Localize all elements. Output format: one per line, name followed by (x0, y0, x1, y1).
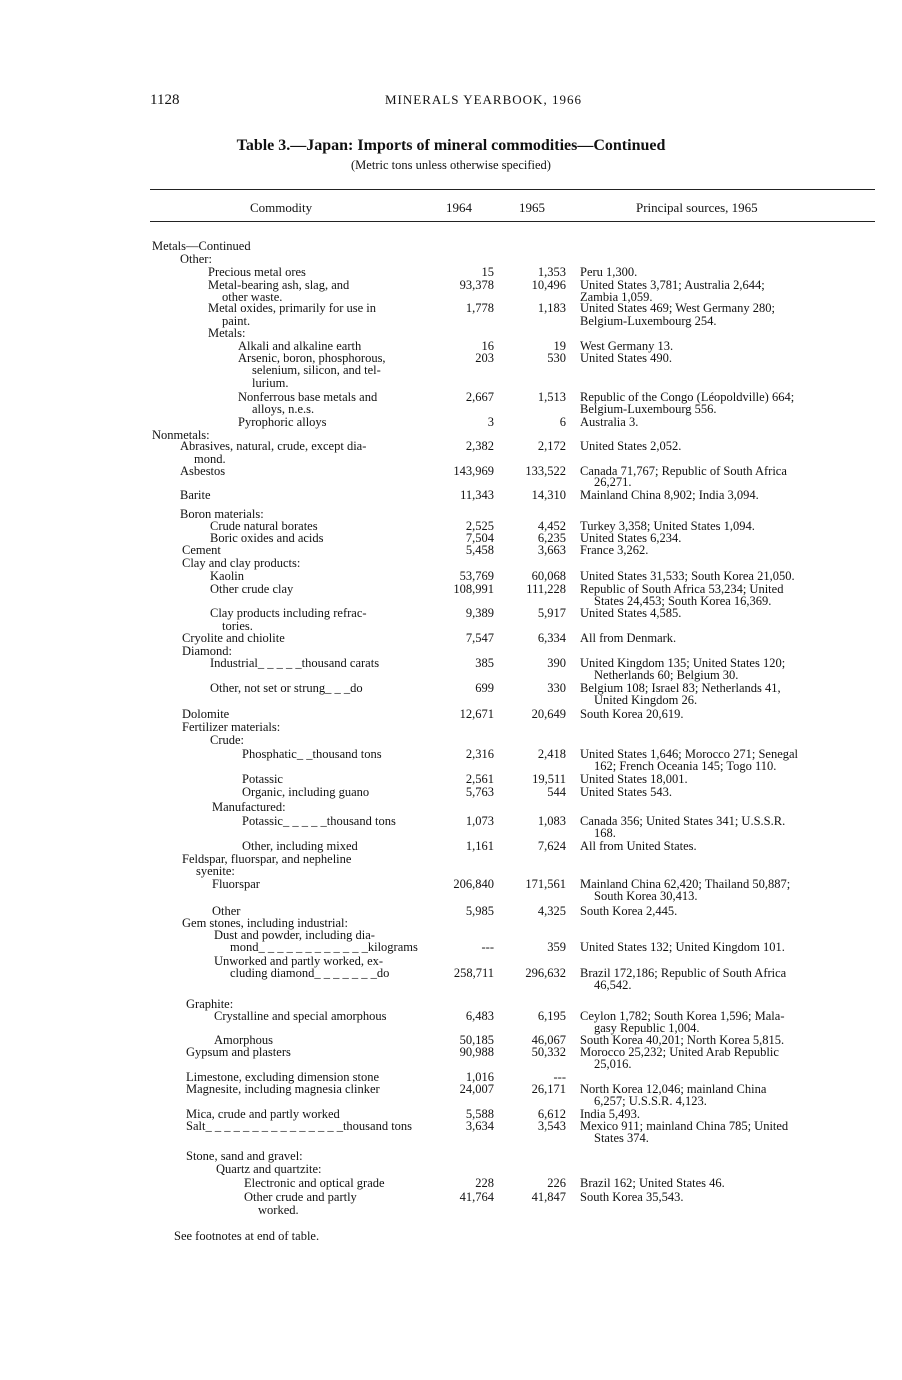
commodity-cell: Other: (180, 253, 212, 266)
value-1965-cell: 390 (547, 656, 566, 670)
sources-cell: Brazil 162; United States 46. (580, 1176, 725, 1190)
value-1964-cell: 258,711 (453, 966, 494, 980)
table-row (0, 1058, 902, 1071)
value-1965-cell: 7,624 (537, 839, 566, 853)
sources-cell: United Kingdom 26. (594, 693, 698, 707)
table-row (0, 890, 902, 903)
commodity-cell: Quartz and quartzite: (216, 1163, 322, 1176)
commodity-cell: mond. (194, 453, 226, 466)
commodity-cell: Electronic and optical grade (244, 1177, 385, 1190)
sources-cell: South Korea 2,445. (580, 904, 678, 918)
sources-cell: Australia 3. (580, 415, 639, 429)
value-1965-cell: 10,496 (531, 278, 566, 292)
table-row (0, 253, 902, 266)
table-row (0, 786, 902, 799)
commodity-cell: Other crude and partly (244, 1191, 357, 1204)
sources-cell: United States 543. (580, 785, 673, 799)
value-1965-cell: 6 (559, 415, 566, 429)
commodity-cell: Cryolite and chiolite (182, 632, 285, 645)
table-row (0, 302, 902, 315)
sources-cell: Turkey 3,358; United States 1,094. (580, 519, 755, 533)
value-1964-cell: 93,378 (459, 278, 494, 292)
value-1964-cell: 2,382 (465, 439, 494, 453)
value-1965-cell: 226 (547, 1176, 566, 1190)
value-1965-cell: 41,847 (531, 1190, 566, 1204)
sources-cell: All from Denmark. (580, 631, 677, 645)
value-1965-cell: 19 (553, 339, 566, 353)
value-1964-cell: 12,671 (459, 707, 494, 721)
value-1964-cell: 1,073 (465, 814, 494, 828)
value-1965-cell: 3,543 (537, 1119, 566, 1133)
table-row (0, 364, 902, 377)
value-1965-cell: 359 (547, 940, 566, 954)
value-1964-cell: 2,316 (465, 747, 494, 761)
value-1964-cell: 385 (475, 656, 494, 670)
table-row (0, 1132, 902, 1145)
value-1964-cell: 228 (475, 1176, 494, 1190)
sources-cell: United States 4,585. (580, 606, 682, 620)
commodity-cell: Precious metal ores (208, 266, 306, 279)
value-1965-cell: 133,522 (525, 464, 566, 478)
table-row (0, 632, 902, 645)
sources-cell: Mainland China 8,902; India 3,094. (580, 488, 759, 502)
commodity-cell: Boron materials: (180, 508, 264, 521)
value-1964-cell: 3 (487, 415, 494, 429)
value-1965-cell: 4,325 (537, 904, 566, 918)
sources-cell: Canada 71,767; Republic of South Africa (580, 464, 787, 478)
commodity-cell: Barite (180, 489, 211, 502)
commodity-cell: Feldspar, fluorspar, and nepheline (182, 853, 352, 866)
commodity-cell: tories. (222, 620, 253, 633)
value-1965-cell: 330 (547, 681, 566, 695)
commodity-cell: Dust and powder, including dia- (214, 929, 375, 942)
commodity-cell: Gypsum and plasters (186, 1046, 291, 1059)
value-1965-cell: 1,353 (537, 265, 566, 279)
value-1965-cell: 46,067 (531, 1033, 566, 1047)
sources-cell: States 374. (594, 1131, 649, 1145)
commodity-cell: Salt_ _ _ _ _ _ _ _ _ _ _ _ _ _ _thousand tons (186, 1120, 413, 1133)
value-1965-cell: 1,513 (537, 390, 566, 404)
value-1965-cell: 4,452 (537, 519, 566, 533)
value-1965-cell: 19,511 (532, 772, 566, 786)
value-1965-cell: 544 (547, 785, 566, 799)
table-row (0, 544, 902, 557)
commodity-cell: Crude: (210, 734, 245, 747)
table-subtitle: (Metric tons unless otherwise specified) (351, 158, 551, 172)
commodity-cell: Metal-bearing ash, slag, and (208, 279, 350, 292)
value-1965-cell: 6,235 (537, 531, 566, 545)
value-1965-cell: 60,068 (531, 569, 566, 583)
value-1964-cell: 41,764 (459, 1190, 494, 1204)
value-1964-cell: 2,525 (465, 519, 494, 533)
sources-cell: Mainland China 62,420; Thailand 50,887; (580, 877, 791, 891)
sources-cell: United States 18,001. (580, 772, 688, 786)
table-row (0, 708, 902, 721)
value-1964-cell: 143,969 (453, 464, 494, 478)
table-row (0, 403, 902, 416)
sources-cell: 25,016. (594, 1057, 632, 1071)
commodity-cell: other waste. (222, 291, 283, 304)
value-1964-cell: 3,634 (465, 1119, 494, 1133)
sources-cell: South Korea 35,543. (580, 1190, 684, 1204)
value-1965-cell: 5,917 (537, 606, 566, 620)
sources-cell: United States 2,052. (580, 439, 682, 453)
value-1964-cell: 2,561 (465, 772, 494, 786)
column-header-1964: 1964 (446, 200, 472, 215)
commodity-cell: Graphite: (186, 998, 234, 1011)
value-1965-cell: 296,632 (525, 966, 566, 980)
page-number: 1128 (150, 92, 180, 108)
value-1964-cell: 7,504 (465, 531, 494, 545)
sources-cell: North Korea 12,046; mainland China (580, 1082, 767, 1096)
footer-note: See footnotes at end of table. (174, 1229, 320, 1243)
sources-cell: United States 31,533; South Korea 21,050. (580, 569, 795, 583)
commodity-cell: Industrial_ _ _ _ _thousand carats (210, 657, 380, 670)
value-1964-cell: 90,988 (459, 1045, 494, 1059)
sources-cell: 6,257; U.S.S.R. 4,123. (594, 1094, 707, 1108)
sources-cell: South Korea 20,619. (580, 707, 684, 721)
table-row (0, 694, 902, 707)
commodity-cell: Amorphous (214, 1034, 274, 1047)
value-1965-cell: 3,663 (537, 543, 566, 557)
value-1964-cell: 53,769 (459, 569, 494, 583)
value-1965-cell: 6,612 (537, 1107, 566, 1121)
column-header-sources: Principal sources, 1965 (636, 200, 758, 215)
value-1964-cell: 1,778 (465, 301, 494, 315)
table-row (0, 416, 902, 429)
sources-cell: South Korea 30,413. (594, 889, 698, 903)
sources-cell: Peru 1,300. (580, 265, 638, 279)
commodity-cell: Nonmetals: (152, 429, 210, 442)
commodity-cell: Fertilizer materials: (182, 721, 281, 734)
table-title: Table 3.—Japan: Imports of mineral commodities—Continued (236, 137, 666, 154)
sources-cell: Mexico 911; mainland China 785; United (580, 1119, 789, 1133)
value-1965-cell: 20,649 (531, 707, 566, 721)
table-row (0, 1150, 902, 1163)
value-1965-cell: 1,083 (537, 814, 566, 828)
commodity-cell: Organic, including guano (242, 786, 370, 799)
sources-cell: 46,542. (594, 978, 632, 992)
column-header-1965: 1965 (519, 200, 545, 215)
table-row (0, 941, 902, 954)
table-row (0, 801, 902, 814)
value-1965-cell: 111,228 (526, 582, 566, 596)
value-1964-cell: 5,763 (465, 785, 494, 799)
commodity-cell: Dolomite (182, 708, 230, 721)
commodity-cell: Magnesite, including magnesia clinker (186, 1083, 380, 1096)
commodity-cell: Unworked and partly worked, ex- (214, 955, 384, 968)
table-row (0, 266, 902, 279)
sources-cell: United States 490. (580, 351, 673, 365)
table-row (0, 760, 902, 773)
sources-cell: Ceylon 1,782; South Korea 1,596; Mala- (580, 1009, 785, 1023)
commodity-cell: Gem stones, including industrial: (182, 917, 348, 930)
commodity-cell: alloys, n.e.s. (252, 403, 315, 416)
table-row (0, 476, 902, 489)
value-1965-cell: --- (553, 1070, 566, 1084)
commodity-cell: Pyrophoric alloys (238, 416, 327, 429)
value-1964-cell: 203 (475, 351, 494, 365)
table-row (0, 240, 902, 253)
commodity-cell: cluding diamond_ _ _ _ _ _ _do (230, 967, 390, 980)
table-row (0, 327, 902, 340)
sources-cell: Netherlands 60; Belgium 30. (594, 668, 739, 682)
sources-cell: France 3,262. (580, 543, 649, 557)
commodity-cell: Stone, sand and gravel: (186, 1150, 303, 1163)
value-1964-cell: 9,389 (465, 606, 494, 620)
commodity-cell: Clay and clay products: (182, 557, 301, 570)
sources-cell: Republic of the Congo (Léopoldville) 664; (580, 390, 795, 404)
commodity-cell: selenium, silicon, and tel- (252, 364, 381, 377)
value-1964-cell: --- (481, 940, 494, 954)
value-1964-cell: 2,667 (465, 390, 494, 404)
value-1965-cell: 2,172 (537, 439, 566, 453)
value-1964-cell: 5,458 (465, 543, 494, 557)
commodity-cell: Metals: (208, 327, 246, 340)
value-1965-cell: 6,195 (537, 1009, 566, 1023)
table-row (0, 979, 902, 992)
sources-cell: 162; French Oceania 145; Togo 110. (594, 759, 777, 773)
table-row (0, 827, 902, 840)
commodity-cell: Crystalline and special amorphous (214, 1010, 387, 1023)
commodity-cell: Cement (182, 544, 221, 557)
value-1965-cell: 6,334 (537, 631, 566, 645)
sources-cell: States 24,453; South Korea 16,369. (594, 594, 772, 608)
commodity-cell: Alkali and alkaline earth (238, 340, 362, 353)
value-1965-cell: 50,332 (531, 1045, 566, 1059)
commodity-cell: Other (212, 905, 241, 918)
sources-cell: Belgium 108; Israel 83; Netherlands 41, (580, 681, 781, 695)
value-1965-cell: 171,561 (525, 877, 566, 891)
commodity-cell: Asbestos (180, 465, 226, 478)
sources-cell: All from United States. (580, 839, 697, 853)
value-1964-cell: 24,007 (459, 1082, 494, 1096)
sources-cell: Canada 356; United States 341; U.S.S.R. (580, 814, 786, 828)
commodity-cell: Potassic (242, 773, 283, 786)
commodity-cell: Other, not set or strung_ _ _do (210, 682, 363, 695)
commodity-cell: Nonferrous base metals and (238, 391, 378, 404)
sources-cell: 168. (594, 826, 616, 840)
commodity-cell: Boric oxides and acids (210, 532, 324, 545)
sources-cell: 26,271. (594, 475, 632, 489)
commodity-cell: Abrasives, natural, crude, except dia- (180, 440, 367, 453)
table-row (0, 1177, 902, 1190)
commodity-cell: paint. (222, 315, 251, 328)
table-row (0, 1095, 902, 1108)
value-1964-cell: 11,343 (460, 488, 494, 502)
value-1964-cell: 5,985 (465, 904, 494, 918)
column-header-commodity: Commodity (250, 200, 313, 215)
commodity-cell: Kaolin (210, 570, 245, 583)
value-1964-cell: 1,161 (465, 839, 494, 853)
value-1965-cell: 2,418 (537, 747, 566, 761)
commodity-cell: Other crude clay (210, 583, 294, 596)
commodity-cell: Manufactured: (212, 801, 286, 814)
sources-cell: United States 1,646; Morocco 271; Senegal (580, 747, 799, 761)
value-1964-cell: 7,547 (465, 631, 494, 645)
commodity-cell: Metal oxides, primarily for use in (208, 302, 377, 315)
sources-cell: United Kingdom 135; United States 120; (580, 656, 786, 670)
sources-cell: Zambia 1,059. (580, 290, 653, 304)
value-1964-cell: 206,840 (453, 877, 494, 891)
value-1964-cell: 50,185 (459, 1033, 494, 1047)
value-1964-cell: 6,483 (465, 1009, 494, 1023)
value-1965-cell: 14,310 (531, 488, 566, 502)
value-1964-cell: 108,991 (453, 582, 494, 596)
commodity-cell: Potassic_ _ _ _ _thousand tons (242, 815, 396, 828)
table-row (0, 840, 902, 853)
commodity-cell: lurium. (252, 377, 289, 390)
sources-cell: Brazil 172,186; Republic of South Africa (580, 966, 787, 980)
value-1964-cell: 15 (481, 265, 494, 279)
commodity-cell: syenite: (196, 865, 235, 878)
table-row (0, 607, 902, 620)
running-title: MINERALS YEARBOOK, 1966 (385, 92, 582, 107)
commodity-cell: Arsenic, boron, phosphorous, (238, 352, 386, 365)
sources-cell: United States 132; United Kingdom 101. (580, 940, 785, 954)
sources-cell: West Germany 13. (580, 339, 674, 353)
sources-cell: gasy Republic 1,004. (594, 1021, 700, 1035)
commodity-cell: Mica, crude and partly worked (186, 1108, 340, 1121)
sources-cell: South Korea 40,201; North Korea 5,815. (580, 1033, 785, 1047)
value-1964-cell: 5,588 (465, 1107, 494, 1121)
table-row (0, 721, 902, 734)
value-1964-cell: 699 (475, 681, 494, 695)
value-1965-cell: 26,171 (531, 1082, 566, 1096)
sources-cell: United States 6,234. (580, 531, 682, 545)
sources-cell: India 5,493. (580, 1107, 641, 1121)
table-row (0, 773, 902, 786)
sources-cell: United States 469; West Germany 280; (580, 301, 775, 315)
table-row (0, 440, 902, 453)
commodity-cell: Diamond: (182, 645, 232, 658)
table-row (0, 1163, 902, 1176)
table-row (0, 734, 902, 747)
sources-cell: Morocco 25,232; United Arab Republic (580, 1045, 779, 1059)
value-1964-cell: 1,016 (465, 1070, 494, 1084)
value-1964-cell: 16 (481, 339, 494, 353)
commodity-cell: Fluorspar (212, 878, 260, 891)
commodity-cell: Crude natural borates (210, 520, 318, 533)
sources-cell: Belgium-Luxembourg 254. (580, 314, 717, 328)
commodity-cell: Phosphatic_ _thousand tons (242, 748, 382, 761)
commodity-cell: Metals—Continued (152, 240, 251, 253)
commodity-cell: Other, including mixed (242, 840, 358, 853)
commodity-cell: Clay products including refrac- (210, 607, 367, 620)
table-row (0, 489, 902, 502)
table-row (0, 1191, 902, 1204)
value-1965-cell: 530 (547, 351, 566, 365)
value-1965-cell: 1,183 (537, 301, 566, 315)
commodity-cell: worked. (258, 1204, 299, 1217)
sources-cell: United States 3,781; Australia 2,644; (580, 278, 765, 292)
table-row (0, 1204, 902, 1217)
sources-cell: Belgium-Luxembourg 556. (580, 402, 717, 416)
sources-cell: Republic of South Africa 53,234; United (580, 582, 784, 596)
commodity-cell: Limestone, excluding dimension stone (186, 1071, 380, 1084)
commodity-cell: mond_ _ _ _ _ _ _ _ _ _ _ _kilograms (230, 941, 418, 954)
table-row (0, 377, 902, 390)
